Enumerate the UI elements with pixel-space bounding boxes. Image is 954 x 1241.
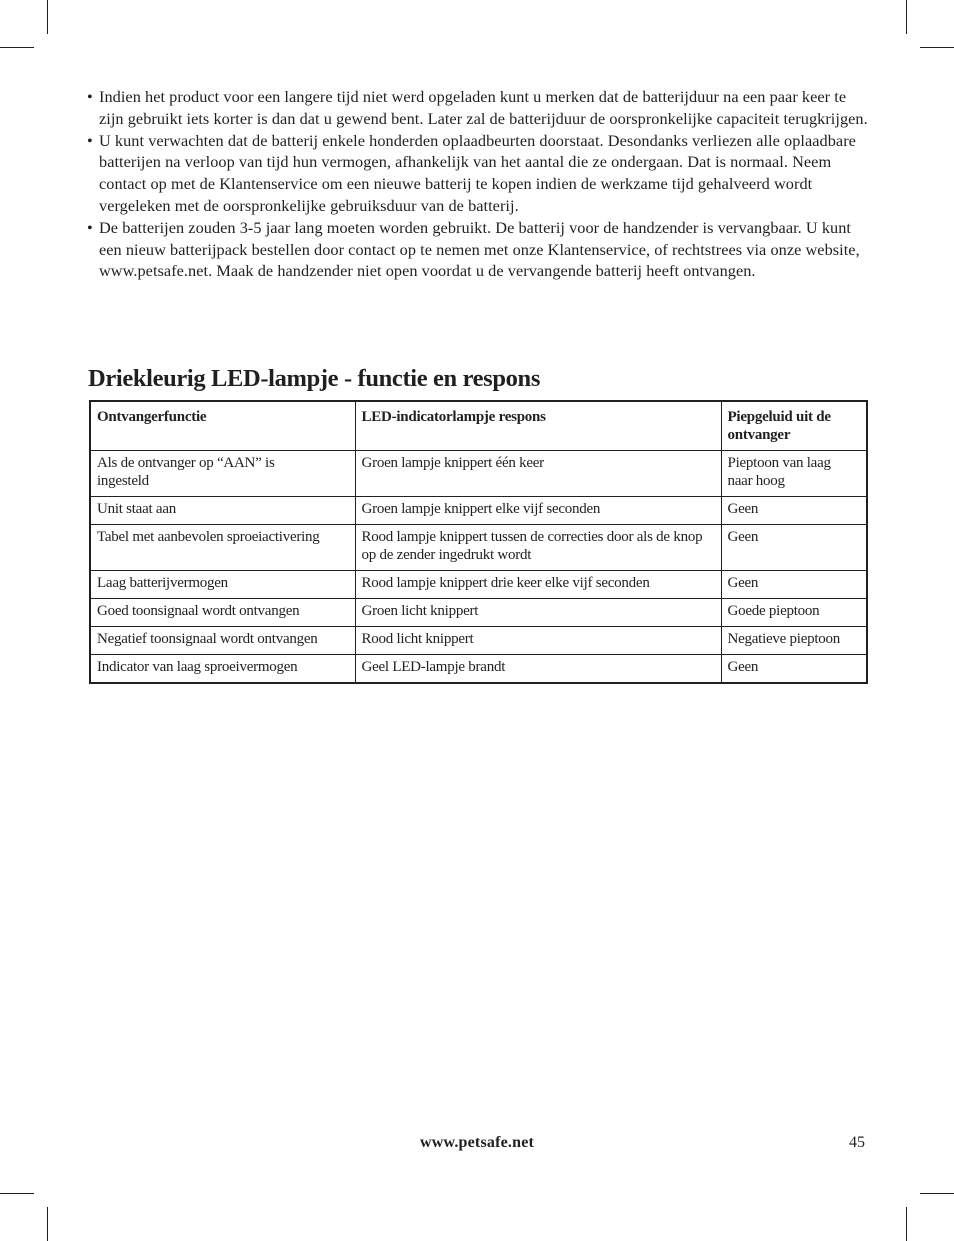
crop-mark: [920, 47, 954, 48]
table-cell: Als de ontvanger op “AAN” is ingesteld: [90, 451, 355, 497]
table-cell: Rood lampje knippert drie keer elke vijf seconden: [355, 571, 721, 599]
bullet-marker: •: [87, 130, 93, 150]
table-cell: Goede pieptoon: [721, 599, 867, 627]
table-cell: Laag batterijvermogen: [90, 571, 355, 599]
table-cell: Indicator van laag sproeivermogen: [90, 655, 355, 684]
crop-mark: [920, 1193, 954, 1194]
table-cell: Groen lampje knippert één keer: [355, 451, 721, 497]
battery-notes-list: [87, 86, 872, 282]
table-cell: Goed toonsignaal wordt ontvangen: [90, 599, 355, 627]
table-row: [90, 571, 867, 599]
crop-mark: [906, 0, 907, 34]
column-header: Piepgeluid uit de ontvanger: [721, 401, 867, 451]
table-header-row: [90, 401, 867, 451]
crop-mark: [0, 1193, 34, 1194]
footer-website: www.petsafe.net: [419, 1134, 535, 1151]
table-cell: Negatief toonsignaal wordt ontvangen: [90, 627, 355, 655]
table-cell: Unit staat aan: [90, 497, 355, 525]
table-row: [90, 451, 867, 497]
table-cell: Pieptoon van laag naar hoog: [721, 451, 867, 497]
crop-mark: [47, 0, 48, 34]
bullet-marker: •: [87, 87, 93, 106]
column-header: Ontvangerfunctie: [90, 401, 355, 451]
table-cell: Geen: [721, 497, 867, 525]
table-cell: Geel LED-lampje brandt: [355, 655, 721, 684]
section-title: Driekleurig LED-lampje - functie en respons: [88, 365, 541, 392]
led-response-table: [89, 400, 868, 684]
list-item: [87, 217, 872, 282]
crop-mark: [47, 1207, 48, 1241]
table-row: [90, 655, 867, 684]
table-cell: Groen lampje knippert elke vijf seconden: [355, 497, 721, 525]
bullet-text: U kunt verwachten dat de batterij enkele honderden oplaadbeurten doorstaat. Desondanks verliezen alle oplaadbare batterijen na verloop van tijd hun vermogen, afhankelijk van het aantal die ze ondergaan. Dat is normaal. Neem contact op met de Klantenservice om een nieuwe batterij te kopen indien de werkzame tijd gehalveerd wordt vergeleken met de oorspronkelijke gebruiksduur van de batterij.: [99, 130, 856, 215]
crop-mark: [906, 1207, 907, 1241]
table-cell: Negatieve pieptoon: [721, 627, 867, 655]
list-item: [87, 86, 872, 130]
table-cell: Geen: [721, 655, 867, 684]
table-cell: Geen: [721, 525, 867, 571]
table-cell: Rood lampje knippert tussen de correcties door als de knop op de zender ingedrukt wordt: [355, 525, 721, 571]
page-number: 45: [849, 1134, 865, 1151]
table-row: [90, 599, 867, 627]
bullet-marker: •: [87, 217, 93, 237]
table-cell: Rood licht knippert: [355, 627, 721, 655]
bullet-text: De batterijen zouden 3-5 jaar lang moeten worden gebruikt. De batterij voor de handzender is vervangbaar. U kunt een nieuw batterijpack bestellen door contact op te nemen met onze Klantenservice, of rechtstrees via onze website, www.petsafe.net. Maak de handzender niet open voordat u de vervangende batterij heeft ontvangen.: [99, 217, 860, 281]
table-row: [90, 627, 867, 655]
table-row: [90, 497, 867, 525]
crop-mark: [0, 47, 34, 48]
table-cell: Tabel met aanbevolen sproeiactivering: [90, 525, 355, 571]
list-item: [87, 130, 872, 217]
table-row: [90, 525, 867, 571]
bullet-text: Indien het product voor een langere tijd niet werd opgeladen kunt u merken dat de batterijduur na een paar keer te zijn gebruikt iets korter is dan dat u gewend bent. Later zal de batterijduur de oorspronkelijke capaciteit terugkrijgen.: [99, 87, 868, 128]
column-header: LED-indicatorlampje respons: [355, 401, 721, 451]
table-cell: Geen: [721, 571, 867, 599]
table-cell: Groen licht knippert: [355, 599, 721, 627]
